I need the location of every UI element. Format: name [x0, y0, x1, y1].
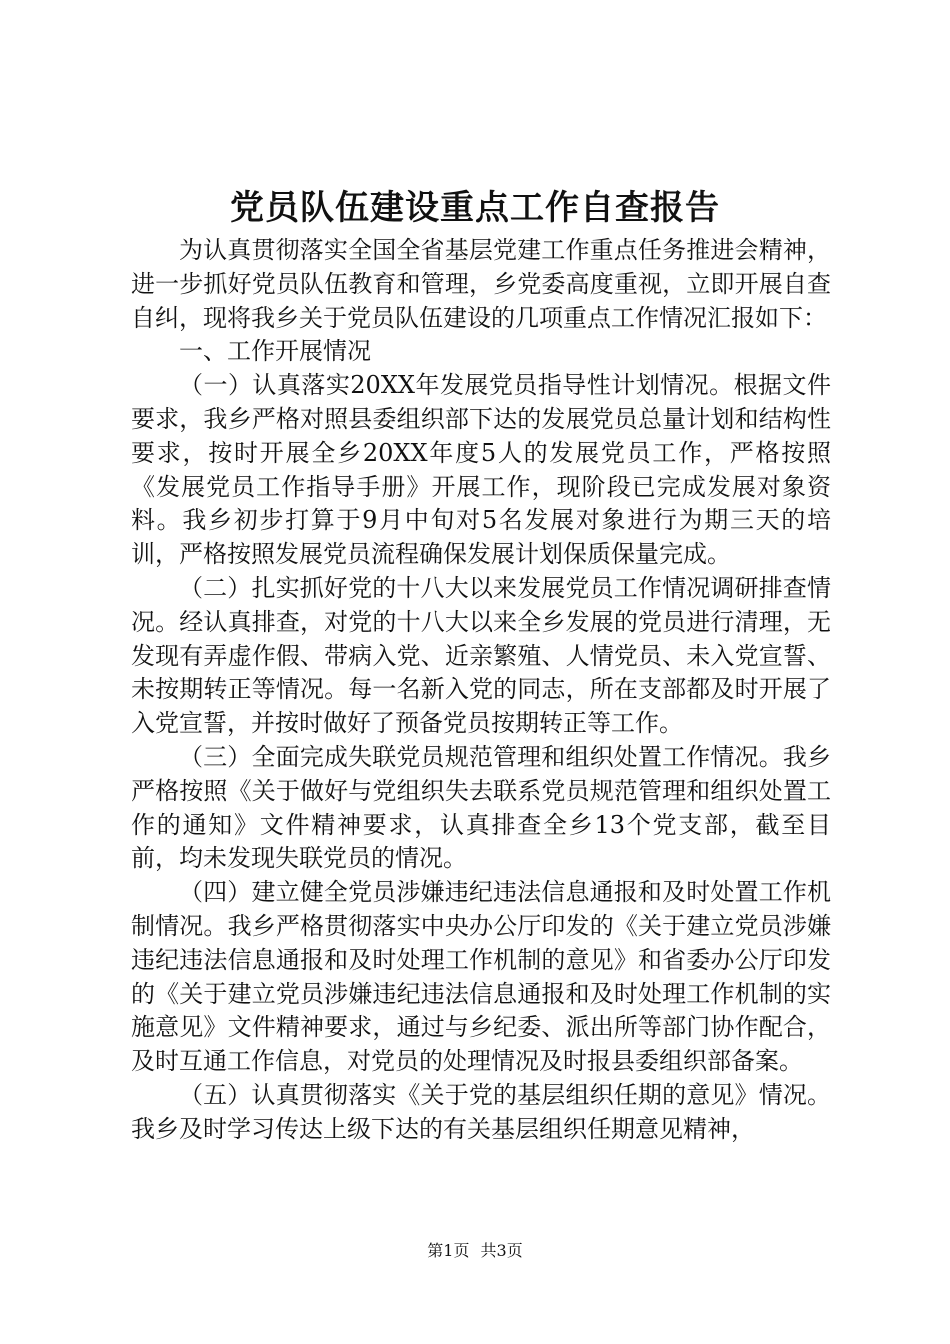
- paragraph-item-3: （三）全面完成失联党员规范管理和组织处置工作情况。我乡严格按照《关于做好与党组织失去联系党员规范管理和组织处置工作的通知》文件精神要求，认真排查全乡13个党支部，截至目前，均未发现失联党员的情况。: [131, 742, 831, 873]
- document-title: 党员队伍建设重点工作自查报告: [230, 188, 720, 228]
- paragraph-item-5: （五）认真贯彻落实《关于党的基层组织任期的意见》情况。我乡及时学习传达上级下达的有关基层组织任期意见精神，: [131, 1080, 831, 1143]
- intro-paragraph: 为认真贯彻落实全国全省基层党建工作重点任务推进会精神，进一步抓好党员队伍教育和管理，乡党委高度重视，立即开展自查自纠，现将我乡关于党员队伍建设的几项重点工作情况汇报如下：: [131, 236, 831, 332]
- page-number: 第1页: [427, 1241, 470, 1260]
- paragraph-item-1: （一）认真落实20XX年发展党员指导性计划情况。根据文件要求，我乡严格对照县委组织部下达的发展党员总量计划和结构性要求，按时开展全乡20XX年度5人的发展党员工作，严格按照《发展党员工作指导手册》开展工作，现阶段已完成发展对象资料。我乡初步打算于9月中旬对5名发展对象进行为期三天的培训，严格按照发展党员流程确保发展计划保质保量完成。: [131, 371, 831, 569]
- paragraph-item-2: （二）扎实抓好党的十八大以来发展党员工作情况调研排查情况。经认真排查，对党的十八大以来全乡发展的党员进行清理，无发现有弄虚作假、带病入党、近亲繁殖、人情党员、未入党宣誓、未按期转正等情况。每一名新入党的同志，所在支部都及时开展了入党宣誓，并按时做好了预备党员按期转正等工作。: [131, 573, 831, 738]
- paragraph-item-4: （四）建立健全党员涉嫌违纪违法信息通报和及时处置工作机制情况。我乡严格贯彻落实中央办公厅印发的《关于建立党员涉嫌违纪违法信息通报和及时处理工作机制的意见》和省委办公厅印发的《关于建立党员涉嫌违纪违法信息通报和及时处理工作机制的实施意见》文件精神要求，通过与乡纪委、派出所等部门协作配合，及时互通工作信息，对党员的处理情况及时报县委组织部备案。: [131, 878, 831, 1076]
- page-total: 共3页: [480, 1241, 523, 1260]
- section-heading: 一、工作开展情况: [179, 337, 371, 366]
- page-footer: [0, 1241, 950, 1261]
- document-body: [131, 234, 831, 1147]
